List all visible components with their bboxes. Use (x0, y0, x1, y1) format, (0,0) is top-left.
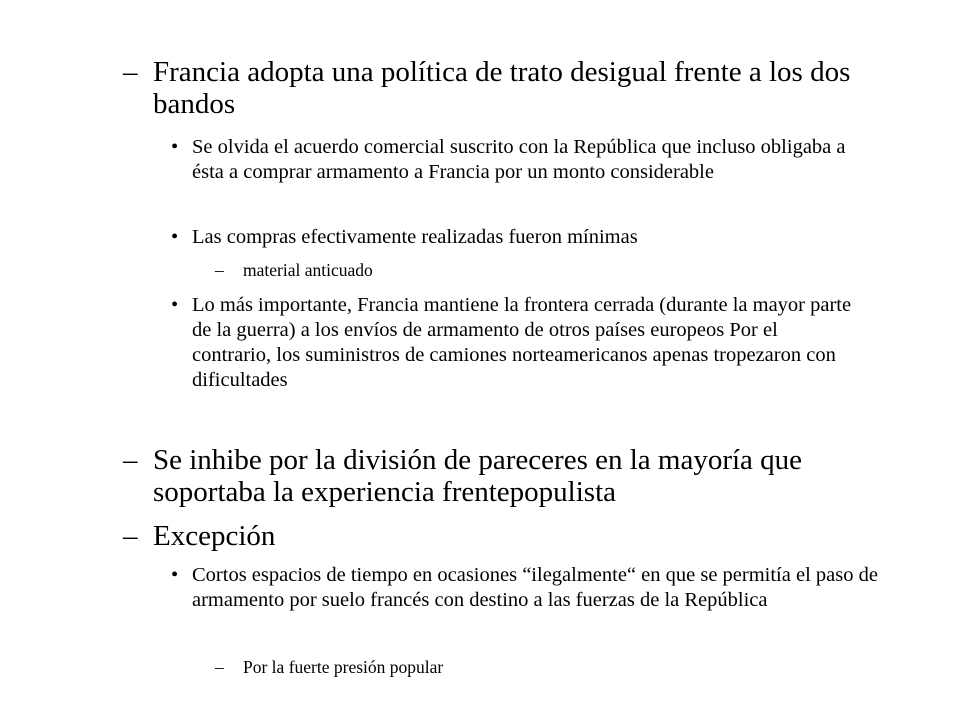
bullet-text: Las compras efectivamente realizadas fueron mínimas (192, 226, 638, 248)
section-title-text: Francia adopta una política de trato desigual frente a los dos bandos (153, 56, 851, 120)
section-title-text: Se inhibe por la división de pareceres en la mayoría que soportaba la experiencia frentepopulista (153, 444, 803, 508)
sub-bullet-text: Por la fuerte presión popular (243, 657, 444, 677)
section-3-bullet-1-sub-1 (215, 656, 843, 678)
dash-marker: – (215, 657, 224, 677)
section-title-text: Excepción (153, 520, 276, 552)
dash-marker: – (215, 260, 224, 280)
bullet-marker: • (171, 226, 179, 248)
dash-marker: – (123, 444, 138, 476)
bullet-marker: • (171, 136, 179, 158)
bullet-text: Cortos espacios de tiempo en ocasiones “ilegalmente“ en que se permitía el paso de armamento por suelo francés con destino a las fuerzas de la República (192, 564, 878, 611)
bullet-text: Se olvida el acuerdo comercial suscrito con la República que incluso obligaba a ésta a comprar armamento a Francia por un monto considerable (192, 136, 846, 183)
section-1-bullet-2 (171, 225, 882, 250)
sub-bullet-text: material anticuado (243, 260, 373, 280)
section-1-bullet-2-sub-1 (215, 259, 843, 281)
section-2-title (123, 444, 873, 508)
bullet-text: Lo más importante, Francia mantiene la frontera cerrada (durante la mayor parte de la guerra) a los envíos de armamento de otros países europeos Por el contrario, los suministros de camiones norteamericanos apenas tropezaron con dificultades (192, 294, 852, 391)
section-1-title (123, 56, 873, 120)
dash-marker: – (123, 56, 138, 88)
dash-marker: – (123, 520, 138, 552)
section-1-bullet-3 (171, 293, 852, 393)
section-1-bullet-1 (171, 135, 882, 185)
section-3-title (123, 520, 873, 552)
bullet-marker: • (171, 564, 179, 586)
section-3-bullet-1 (171, 563, 892, 613)
bullet-marker: • (171, 294, 179, 316)
